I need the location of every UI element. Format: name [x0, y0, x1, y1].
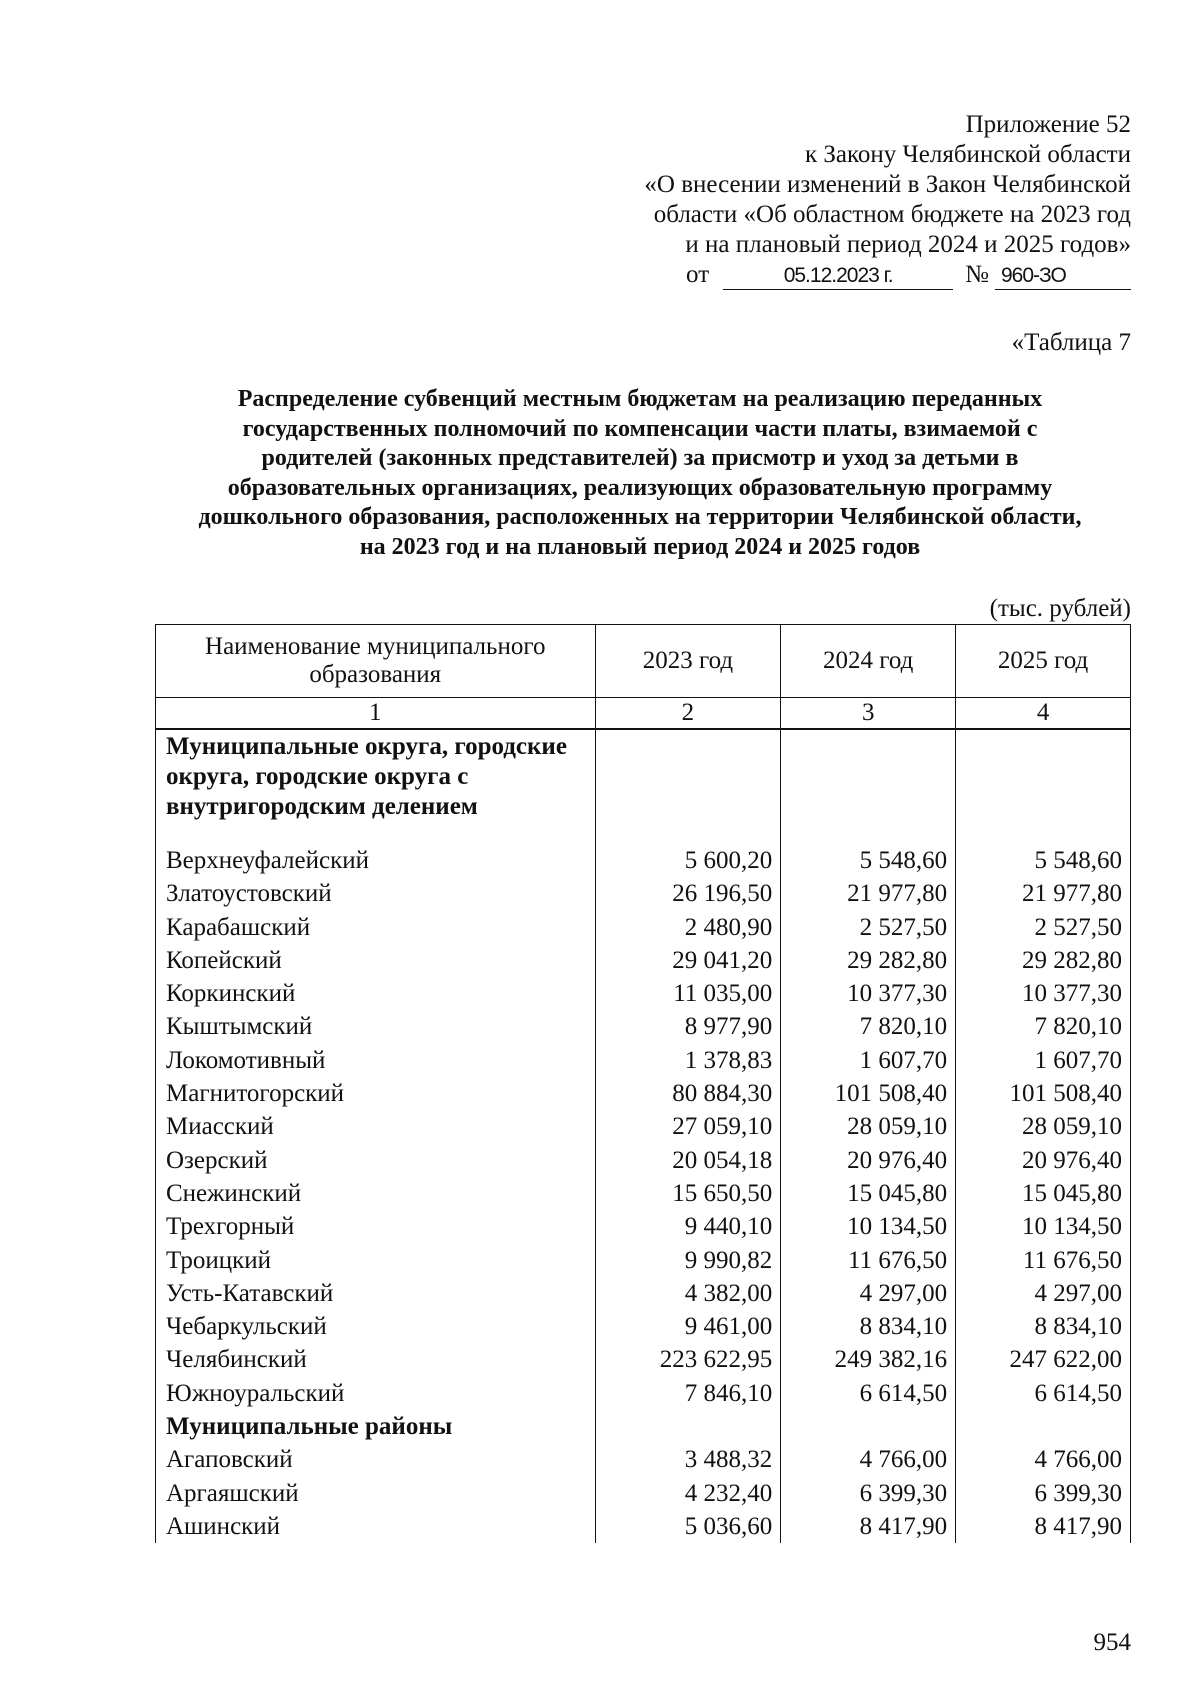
municipality-name: Снежинский [156, 1177, 596, 1210]
table-row [156, 911, 1131, 944]
value-2025: 247 622,00 [956, 1343, 1131, 1376]
value-2024: 20 976,40 [781, 1144, 956, 1177]
empty-cell [781, 729, 956, 844]
value-2024: 101 508,40 [781, 1077, 956, 1110]
value-2025: 7 820,10 [956, 1010, 1131, 1043]
value-2023: 9 461,00 [595, 1310, 781, 1343]
value-2024: 8 417,90 [781, 1510, 956, 1543]
value-2024: 2 527,50 [781, 911, 956, 944]
page-number: 954 [1093, 1629, 1131, 1656]
value-2024: 5 548,60 [781, 844, 956, 877]
value-2023: 223 622,95 [595, 1343, 781, 1376]
section-header-row [156, 729, 1131, 844]
value-2023: 20 054,18 [595, 1144, 781, 1177]
column-number-row [156, 698, 1131, 730]
header-2023: 2023 год [595, 625, 781, 698]
table-row [156, 1510, 1131, 1543]
column-number: 4 [956, 698, 1131, 730]
value-2024: 29 282,80 [781, 944, 956, 977]
value-2023: 2 480,90 [595, 911, 781, 944]
table-row [156, 1443, 1131, 1476]
value-2023: 5 036,60 [595, 1510, 781, 1543]
value-2025: 101 508,40 [956, 1077, 1131, 1110]
appendix-line: области «Об областном бюджете на 2023 год [653, 201, 1131, 228]
value-2023: 4 232,40 [595, 1477, 781, 1510]
value-2025: 28 059,10 [956, 1110, 1131, 1143]
value-2023: 26 196,50 [595, 877, 781, 910]
municipality-name: Коркинский [156, 977, 596, 1010]
municipality-name: Локомотивный [156, 1044, 596, 1077]
value-2023: 80 884,30 [595, 1077, 781, 1110]
empty-cell [956, 729, 1131, 844]
date-number-line [644, 260, 1131, 290]
document-title [140, 385, 1140, 562]
municipality-name: Миасский [156, 1110, 596, 1143]
value-2023: 9 440,10 [595, 1210, 781, 1243]
appendix-line: Приложение 52 [965, 111, 1131, 138]
value-2025: 8 417,90 [956, 1510, 1131, 1543]
municipality-name: Верхнеуфалейский [156, 844, 596, 877]
table-row [156, 1044, 1131, 1077]
date-prefix: от [686, 261, 710, 288]
empty-cell [595, 729, 781, 844]
value-2025: 6 614,50 [956, 1377, 1131, 1410]
value-2025: 10 377,30 [956, 977, 1131, 1010]
value-2024: 11 676,50 [781, 1244, 956, 1277]
value-2025: 8 834,10 [956, 1310, 1131, 1343]
value-2024: 8 834,10 [781, 1310, 956, 1343]
value-2024: 7 820,10 [781, 1010, 956, 1043]
table-row [156, 1010, 1131, 1043]
municipality-name: Магнитогорский [156, 1077, 596, 1110]
municipality-name: Чебаркульский [156, 1310, 596, 1343]
value-2025: 29 282,80 [956, 944, 1131, 977]
value-2023: 29 041,20 [595, 944, 781, 977]
value-2023: 5 600,20 [595, 844, 781, 877]
table-row [156, 944, 1131, 977]
value-2025: 21 977,80 [956, 877, 1131, 910]
value-2023: 7 846,10 [595, 1377, 781, 1410]
value-2025: 1 607,70 [956, 1044, 1131, 1077]
number-prefix: № [965, 261, 989, 288]
header-municipality: Наименование муниципального образования [156, 625, 596, 698]
table-row [156, 1477, 1131, 1510]
value-2024: 21 977,80 [781, 877, 956, 910]
appendix-line: «О внесении изменений в Закон Челябинской [644, 171, 1131, 198]
table-row [156, 1310, 1131, 1343]
value-2024: 28 059,10 [781, 1110, 956, 1143]
table-row [156, 1210, 1131, 1243]
municipality-name: Южноуральский [156, 1377, 596, 1410]
value-2024: 1 607,70 [781, 1044, 956, 1077]
value-2025: 15 045,80 [956, 1177, 1131, 1210]
title-line: государственных полномочий по компенсации части платы, взимаемой с [242, 415, 1038, 442]
law-number-field: 960-ЗО [995, 263, 1131, 290]
municipality-name: Агаповский [156, 1443, 596, 1476]
section-title: Муниципальные округа, городские округа, городские округа с внутригородским делением [156, 729, 596, 844]
value-2023: 3 488,32 [595, 1443, 781, 1476]
table-row [156, 977, 1131, 1010]
table-row [156, 1343, 1131, 1376]
column-number: 2 [595, 698, 781, 730]
value-2024: 10 377,30 [781, 977, 956, 1010]
table-row [156, 1277, 1131, 1310]
header-2025: 2025 год [956, 625, 1131, 698]
value-2023: 4 382,00 [595, 1277, 781, 1310]
empty-cell [781, 1410, 956, 1443]
appendix-line: и на плановый период 2024 и 2025 годов» [685, 231, 1131, 258]
value-2025: 4 766,00 [956, 1443, 1131, 1476]
title-line: дошкольного образования, расположенных на территории Челябинской области, [198, 504, 1082, 530]
column-number: 3 [781, 698, 956, 730]
municipality-name: Челябинский [156, 1343, 596, 1376]
municipality-name: Копейский [156, 944, 596, 977]
municipality-name: Озерский [156, 1144, 596, 1177]
table-row [156, 844, 1131, 877]
section-header-row [156, 1410, 1131, 1443]
value-2024: 4 766,00 [781, 1443, 956, 1476]
subvention-table [155, 624, 1131, 1543]
value-2023: 11 035,00 [595, 977, 781, 1010]
value-2025: 5 548,60 [956, 844, 1131, 877]
municipality-name: Карабашский [156, 911, 596, 944]
value-2024: 15 045,80 [781, 1177, 956, 1210]
value-2024: 249 382,16 [781, 1343, 956, 1376]
table-row [156, 1077, 1131, 1110]
municipality-name: Троицкий [156, 1244, 596, 1277]
title-line: родителей (законных представителей) за присмотр и уход за детьми в [261, 445, 1019, 471]
value-2025: 10 134,50 [956, 1210, 1131, 1243]
table-row [156, 1244, 1131, 1277]
value-2023: 9 990,82 [595, 1244, 781, 1277]
table-row [156, 1110, 1131, 1143]
value-2023: 8 977,90 [595, 1010, 781, 1043]
column-number: 1 [156, 698, 596, 730]
table-body [156, 729, 1131, 1543]
value-2023: 15 650,50 [595, 1177, 781, 1210]
title-line: Распределение субвенций местным бюджетам на реализацию переданных [237, 386, 1043, 412]
header-2024: 2024 год [781, 625, 956, 698]
table-row [156, 877, 1131, 910]
value-2024: 4 297,00 [781, 1277, 956, 1310]
municipality-name: Кыштымский [156, 1010, 596, 1043]
value-2025: 6 399,30 [956, 1477, 1131, 1510]
value-2025: 4 297,00 [956, 1277, 1131, 1310]
municipality-name: Златоустовский [156, 877, 596, 910]
title-line: образовательных организациях, реализующих образовательную программу [227, 474, 1053, 501]
empty-cell [595, 1410, 781, 1443]
value-2025: 2 527,50 [956, 911, 1131, 944]
table-row [156, 1377, 1131, 1410]
value-2024: 6 614,50 [781, 1377, 956, 1410]
municipality-name: Ашинский [156, 1510, 596, 1543]
value-2023: 1 378,83 [595, 1044, 781, 1077]
municipality-name: Аргаяшский [156, 1477, 596, 1510]
title-line: на 2023 год и на плановый период 2024 и 2025 годов [359, 533, 921, 560]
date-field: 05.12.2023 г. [723, 263, 953, 290]
value-2024: 6 399,30 [781, 1477, 956, 1510]
appendix-header [644, 110, 1131, 290]
units-label: (тыс. рублей) [989, 595, 1131, 622]
table-header-row [156, 625, 1131, 698]
value-2024: 10 134,50 [781, 1210, 956, 1243]
section-title: Муниципальные районы [156, 1410, 596, 1443]
value-2023: 27 059,10 [595, 1110, 781, 1143]
value-2025: 20 976,40 [956, 1144, 1131, 1177]
appendix-line: к Закону Челябинской области [805, 141, 1131, 168]
table-row [156, 1144, 1131, 1177]
municipality-name: Трехгорный [156, 1210, 596, 1243]
table-row [156, 1177, 1131, 1210]
municipality-name: Усть-Катавский [156, 1277, 596, 1310]
empty-cell [956, 1410, 1131, 1443]
table-reference: «Таблица 7 [1011, 329, 1131, 356]
value-2025: 11 676,50 [956, 1244, 1131, 1277]
